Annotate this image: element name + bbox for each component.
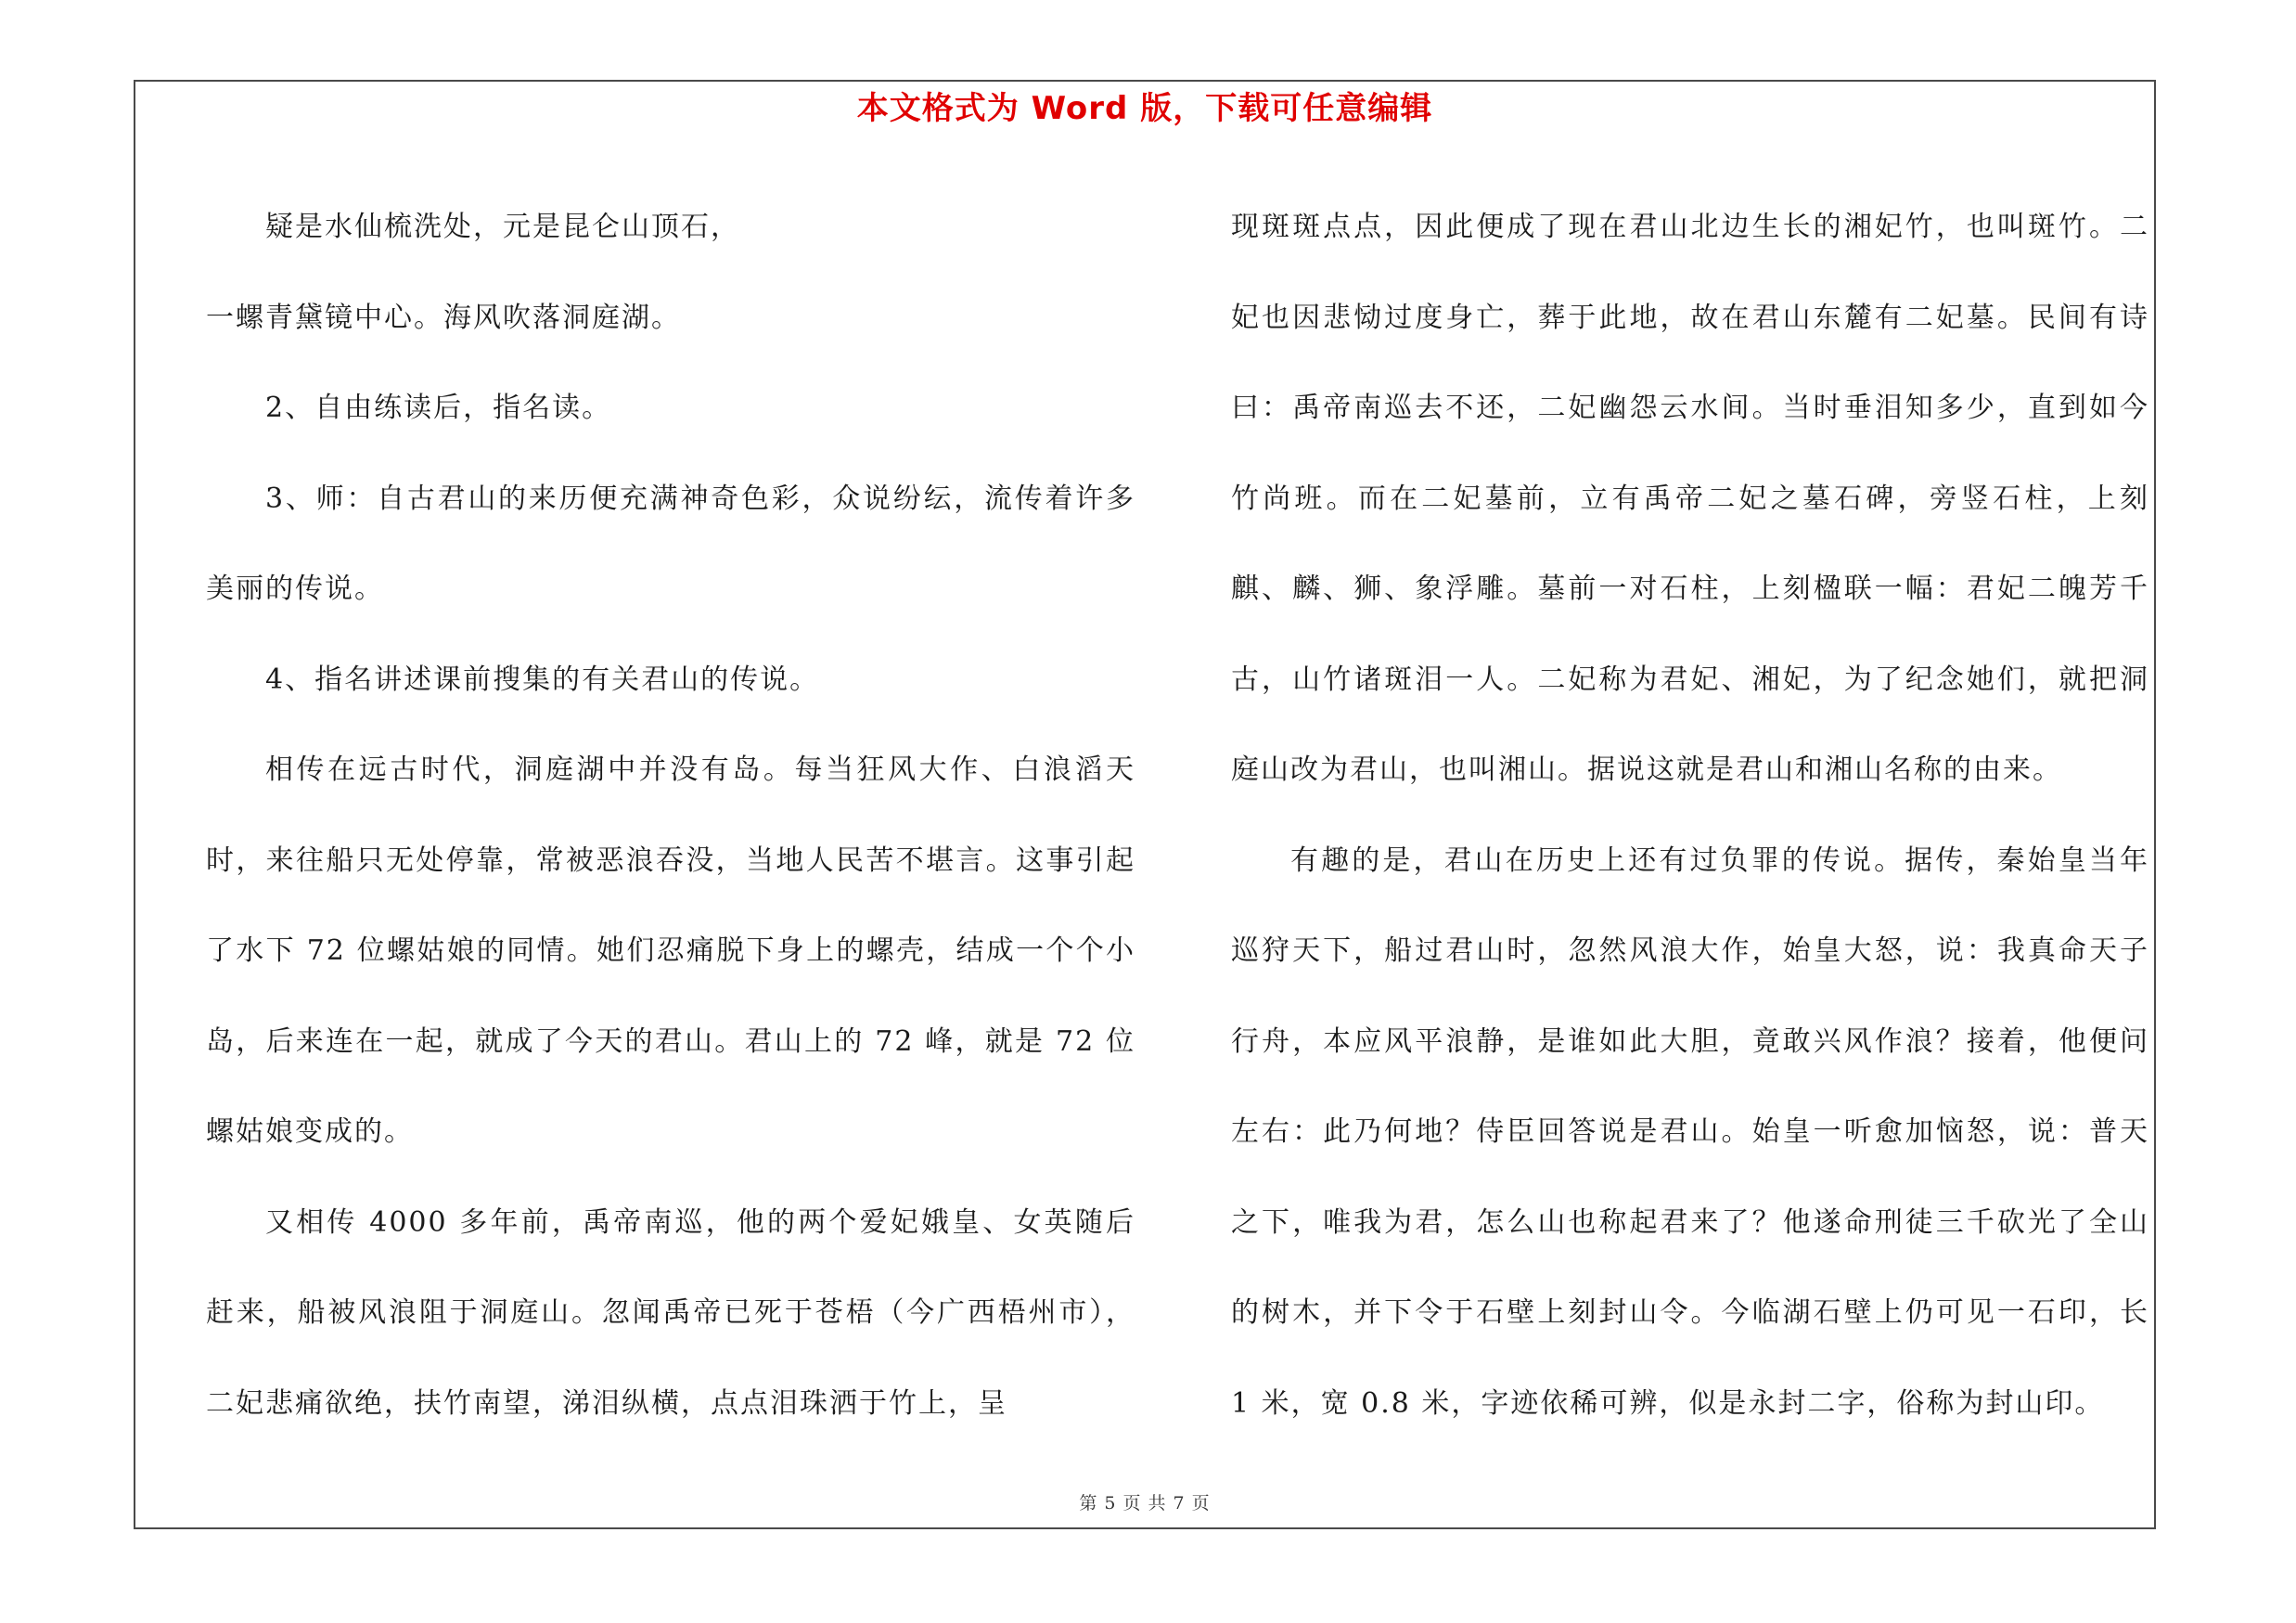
paragraph: 相传在远古时代，洞庭湖中并没有岛。每当狂风大作、白浪滔天时，来往船只无处停靠，常被恶浪吞没，当地人民苦不堪言。这事引起了水下 72 位螺姑娘的同情。她们忍痛脱下身上的螺壳，结成一个个小岛，后来连在一起，就成了今天的君山。君山上的 72 峰，就是 72 位螺姑娘变成的。 xyxy=(206,754,1135,1148)
paragraph: 现斑斑点点，因此便成了现在君山北边生长的湘妃竹，也叫斑竹。二妃也因悲恸过度身亡，葬于此地，故在君山东麓有二妃墓。民间有诗曰：禹帝南巡去不还，二妃幽怨云水间。当时垂泪知多少，直到如今竹尚班。而在二妃墓前，立有禹帝二妃之墓石碑，旁竖石柱，上刻麒、麟、狮、象浮雕。墓前一对石柱，上刻楹联一幅：君妃二魄芳千古，山竹诸斑泪一人。二妃称为君妃、湘妃，为了纪念她们，就把洞庭山改为君山，也叫湘山。据说这就是君山和湘山名称的由来。 xyxy=(1231,211,2149,786)
paragraph: 2、自由练读后，指名读。 xyxy=(265,392,612,424)
paragraph: 有趣的是，君山在历史上还有过负罪的传说。据传，秦始皇当年巡狩天下，船过君山时，忽然风浪大作，始皇大怒，说：我真命天子行舟，本应风平浪静，是谁如此大胆，竟敢兴风作浪？接着，他便问左右：此乃何地？侍臣回答说是君山。始皇一听愈加恼怒，说：普天之下，唯我为君，怎么山也称起君来了？他遂命刑徒三千砍光了全山的树木，并下令于石壁上刻封山令。今临湖石壁上仍可见一石印，长 1 米，宽 0.8 米，字迹依稀可辨，似是永封二字，俗称为封山印。 xyxy=(1231,844,2149,1420)
paragraph: 4、指名讲述课前搜集的有关君山的传说。 xyxy=(265,663,820,696)
left-column xyxy=(206,182,1135,1449)
paragraph: 又相传 4000 多年前，禹帝南巡，他的两个爱妃娥皇、女英随后赶来，船被风浪阻于洞庭山。忽闻禹帝已死于苍梧（今广西梧州市），二妃悲痛欲绝，扶竹南望，涕泪纵横，点点泪珠洒于竹上，呈 xyxy=(206,1205,1135,1420)
format-banner: 本文格式为 Word 版，下载可任意编辑 xyxy=(856,90,1433,127)
paragraph: 3、师：自古君山的来历便充满神奇色彩，众说纷纭，流传着许多美丽的传说。 xyxy=(206,482,1135,605)
paragraph: 一螺青黛镜中心。海风吹落洞庭湖。 xyxy=(206,301,681,334)
paragraph: 疑是水仙梳洗处，元是昆仑山顶石， xyxy=(265,211,740,243)
right-column xyxy=(1231,182,2149,1449)
page-number: 第 5 页 共 7 页 xyxy=(1079,1493,1211,1514)
